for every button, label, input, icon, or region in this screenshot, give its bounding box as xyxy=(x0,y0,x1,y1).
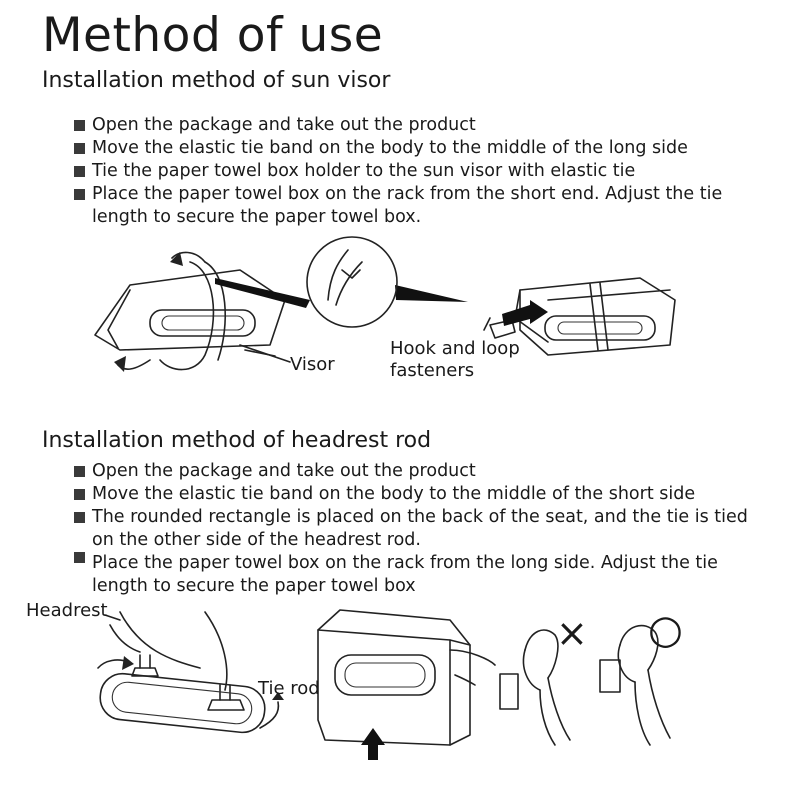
right-mark: ○ xyxy=(648,607,683,653)
sun-visor-heading: Installation method of sun visor xyxy=(42,68,391,93)
hook-loop-label-line2: fasteners xyxy=(390,360,475,381)
list-item: Place the paper towel box on the rack from the short end. Adjust the tie length to secure the paper towel box. xyxy=(74,183,754,229)
headrest-box-diagram xyxy=(318,610,495,760)
list-item: Move the elastic tie band on the body to the middle of the long side xyxy=(74,137,754,160)
headrest-label: Headrest xyxy=(26,600,108,621)
page-title: Method of use xyxy=(42,8,384,63)
list-item: Open the package and take out the product xyxy=(74,460,774,483)
list-item: Open the package and take out the product xyxy=(74,114,754,137)
list-item: Move the elastic tie band on the body to the middle of the short side xyxy=(74,483,774,506)
list-item: Tie the paper towel box holder to the sun visor with elastic tie xyxy=(74,160,754,183)
hook-loop-label-line1: Hook and loop xyxy=(390,338,520,359)
tie-rod-label: Tie rod xyxy=(258,678,320,699)
visor-label: Visor xyxy=(290,354,335,375)
list-item: Place the paper towel box on the rack from the long side. Adjust the tie length to secure the paper towel box xyxy=(74,552,774,598)
wrong-mark: × xyxy=(556,611,588,655)
headrest-rack-diagram xyxy=(98,612,284,735)
list-item: The rounded rectangle is placed on the back of the seat, and the tie is tied on the other side of the headrest rod. xyxy=(74,506,774,552)
headrest-heading: Installation method of headrest rod xyxy=(42,428,432,453)
